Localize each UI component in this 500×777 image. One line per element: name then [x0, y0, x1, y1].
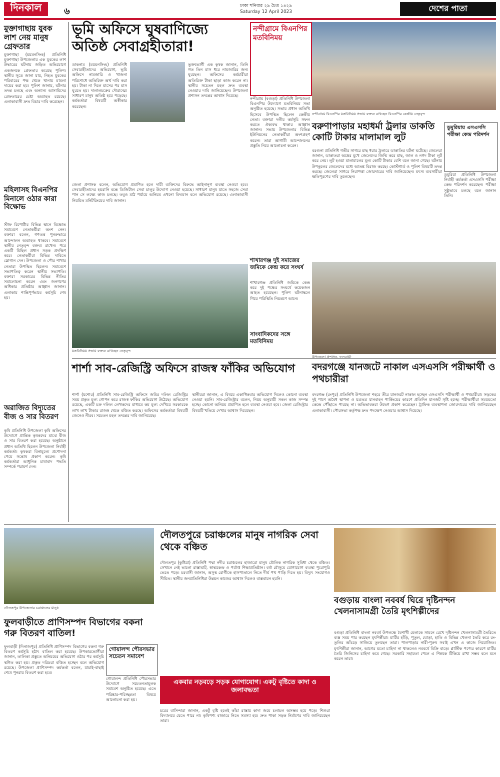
headline-5: দৌলতপুরে চরাঞ্চলের মানুষ নাগরিক সেবা থেকে বঞ্চিত	[160, 530, 319, 553]
article-text: ফুলবাড়ী (দিনাজপুর) প্রতিনিধি প্রাণিসম্পদ বিভাগের বকনা গরু বিতরণ কর্মসূচি হঠাৎ বাতিল করা হয়েছে। উপকারভোগীরা জানান, তালিকা প্রস্তুতে অনিয়মের অভিযোগ ওঠার পর কর্মসূচি স্থগিত করা হয়। প্রকৃত দরিদ্ররা বঞ্চিত হচ্ছেন বলে অভিযোগ রয়েছে। উপজেলা প্রাণিসম্পদ কর্মকর্তা বলেন, যাচাই-বাছাই শেষে পুনরায় বিতরণ করা হবে।	[4, 644, 104, 676]
article-text: বগুড়া প্রতিনিধি বাংলা নববর্ষ উপলক্ষে বৈশাখী মেলাকে সামনে রেখে দৃষ্টিনন্দন খেলনাসামগ্রী তৈরিতে ব্যস্ত সময় পার করছেন মৃৎশিল্পীরা। মাটির হাঁড়ি, পুতুল, ঘোড়া, হাতি ও বিভিন্ন খেলনা তৈরি করে রং-তুলির আঁচড়ে সাজিয়ে তুলছেন তারা। পালপাড়ার নারী-পুরুষ সবাই এখন এ কাজে নিয়োজিত। মৃৎশিল্পীরা জানান, আগের মতো চাহিদা না থাকলেও নববর্ষে বিক্রি বাড়ে। প্লাস্টিক পণ্যের কারণে মাটির তৈরি জিনিসের চাহিদা কমে গেছে। সরকারি সহায়তা পেলে এ শিল্পকে টিকিয়ে রাখা সম্ভব বলে মনে করেন তারা।	[334, 630, 496, 662]
traffic-photo	[312, 262, 496, 354]
mid-headline-3: সাংবাদিকদের সঙ্গে মতবিনিময়	[250, 332, 291, 345]
article-text: চরের বাসিন্দারা জানান, একটু বৃষ্টি হলেই কাঁচা রাস্তায় কাদা জমে চলাচল অসম্ভব হয়ে পড়ে। শিশুরা বিদ্যালয়ে যেতে পারে না। কৃষিপণ্য বাজারে নিতে সমস্যা হয়। দ্রুত পাকা সড়ক নির্মাণের দাবি জানিয়েছেন তারা।	[160, 708, 330, 724]
article-text: স্টাফ রিপোর্টার বিভিন্ন স্থানে বিক্ষোভ সমাবেশে নেতাকর্মীরা অংশ নেন। বক্তারা বলেন, গণতন্ত্র পুনরুদ্ধারে আন্দোলন অব্যাহত থাকবে। সমাবেশে স্থানীয় নেতৃবৃন্দ বক্তব্য রাখেন। পরে একটি মিছিল প্রধান সড়ক প্রদক্ষিণ করে। নেতাকর্মীরা বিভিন্ন দাবিতে স্লোগান দেন। উপজেলা ও পৌর শাখার নেতারা উপস্থিত ছিলেন। সমাবেশে সভাপতিত্ব করেন স্থানীয় সভাপতি। বক্তারা সরকারের বিভিন্ন নীতির সমালোচনা করেন এবং জনগণের অধিকার প্রতিষ্ঠার আহ্বান জানান। এলাকায় শান্তিপূর্ণভাবে কর্মসূচি শেষ হয়।	[4, 222, 66, 300]
article-text: দৌলতপুর (কুষ্টিয়া) প্রতিনিধি পদ্মা নদীর চরাঞ্চলের হাজারো মানুষ মৌলিক নাগরিক সুবিধা থেকে বঞ্চিত। সেখানে নেই ভালো রাস্তাঘাট, স্বাস্থ্যকেন্দ্র ও পর্যাপ্ত শিক্ষাপ্রতিষ্ঠান। বর্ষা মৌসুমে যোগাযোগ ব্যবস্থা পুরোপুরি ভেঙে পড়ে। চরবাসী জানান, অসুস্থ রোগীকে হাসপাতালে নিতে দীর্ঘ পথ পাড়ি দিতে হয়। বিদ্যুৎ সংযোগও সীমিত। স্থানীয় জনপ্রতিনিধিরা উন্নয়ন কাজের আশ্বাস দিলেও বাস্তবায়ন হয়নি।	[160, 560, 330, 581]
meeting-photo	[312, 22, 496, 110]
photo-caption: মতবিনিময় সভায় বক্তব্য রাখছেন নেতৃবৃন্দ	[72, 349, 131, 353]
section-title: দেশের পাতা	[400, 2, 496, 16]
article-text: ডুমুরিয়া প্রতিনিধি উপজেলা নির্বাহী কর্মকর্তা এসএসসি পরীক্ষা কেন্দ্র পরিদর্শন করেছেন। পরীক্ষা সুষ্ঠুভাবে চলছে বলে জানান তিনি।	[444, 172, 496, 198]
article-text: স্থানীয়রা জানান, এ বিষয়ে একাধিকবার অভিযোগ দিলেও কোনো ব্যবস্থা নেওয়া হয়নি। সাব-রেজিস্ট্রার বলেন, নিয়ম অনুযায়ী সকল কাজ সম্পন্ন হচ্ছে। কোনো অনিয়ম প্রমাণিত হলে ব্যবস্থা নেওয়া হবে। জেলা রেজিস্ট্রার বিষয়টি খতিয়ে দেখার আশ্বাস দিয়েছেন।	[192, 392, 308, 413]
article-text: মুক্তাগাছা (ময়মনসিংহ) প্রতিনিধি মুক্তাগাছা উপজেলায় এক যুবকের লাশ উদ্ধারের ঘটনায় জড়িত অভিযোগে একজনকে গ্রেফতার করেছে পুলিশ। স্থানীয় সূত্রে জানা যায়, নিহত যুবকের পরিবারের পক্ষ থেকে থানায় মামলা দায়ের করা হয়। পুলিশ জানায়, ঘটনার তদন্ত চলছে এবং অন্যান্য আসামিদের গ্রেফতারের চেষ্টা অব্যাহত রয়েছে। এলাকাবাসী দ্রুত বিচার দাবি করেছেন।	[4, 52, 66, 104]
left-headline-2: মহিলাসহ বিএনপির মিনালে ওঠার কারা বিক্ষোভ	[4, 186, 58, 211]
mid-headline-2: শাখারগঞ্জ দুই সমাজের জমিকে কেন্দ্র করে সংঘর্ষ	[250, 258, 304, 271]
article-text: ডাকনাম (ময়মনসিংহ) প্রতিনিধি সেবাগ্রহীতাদের অভিযোগ, ভূমি অফিসে নামজারি ও খাজনা পরিশোধে অতিরিক্ত অর্থ দাবি করা হয়। টাকা না দিলে মাসের পর মাস ঘুরতে হয়। দালালচক্রের দৌরাত্ম্যে সাধারণ মানুষ অতিষ্ঠ হয়ে পড়েছে। কর্মকর্তারা বিষয়টি অস্বীকার করেছেন।	[72, 62, 127, 109]
toys-photo	[334, 528, 496, 592]
article-text: গোয়ালন্দ প্রতিনিধি পৌরসভার উদ্যোগে সচেতনতামূলক সমাবেশ অনুষ্ঠিত হয়েছে। এতে পরিষ্কার-পরিচ্ছন্নতা বিষয়ে আলোচনা করা হয়।	[106, 676, 156, 702]
article-text: শার্শা (যশোর) প্রতিনিধি সাব-রেজিস্ট্রি অফিসে জমির দলিল রেজিস্ট্রির সময় প্রকৃত মূল্য গোপন করে রাজস্ব ফাঁকির অভিযোগ উঠেছে। অভিযোগ রয়েছে, একটি চক্র দলিল লেখকদের মাধ্যমে কম মূল্য দেখিয়ে সরকারকে লাখ লাখ টাকার রাজস্ব থেকে বঞ্চিত করছে। অফিসের কর্মকর্তারা বিষয়টি জেনেও নীরব। সচেতন মহল তদন্তের দাবি জানিয়েছে।	[72, 392, 188, 418]
photo-caption: উপজেলা প্রশাসন, ফুলবাড়ী	[312, 355, 352, 359]
main-headline: ভূমি অফিসে ঘুষবাণিজ্যে অতিষ্ঠ সেবাগ্রহীতারা!	[72, 22, 209, 55]
left-headline-3: অরাজিত বিদ্যুতের বীজ ও সার বিতরণ	[4, 404, 59, 421]
page-number: ৬	[64, 7, 70, 17]
article-text: বরগুনা প্রতিনিধি গভীর সাগরে মাছ ধরার ট্রলারে ডাকাতির ঘটনা ঘটেছে। জেলেরা জানান, ডাকাতরা অস্ত্রের মুখে জেলেদের জিম্মি করে মাছ, জাল ও নগদ টাকা লুট করে নেয়। লুট হওয়া মালামালের মূল্য কোটি টাকার বেশি বলে জানা গেছে। ঘটনায় উপকূলের জেলেদের মধ্যে আতঙ্ক বিরাজ করছে। কোস্টগার্ড ও পুলিশ বিষয়টি তদন্ত করছে। জেলেরা সাগরে নিরাপত্তা জোরদারের দাবি জানিয়েছেন। মৎস্য ব্যবসায়ীরা ক্ষতিপূরণের দাবি তুলেছেন।	[312, 148, 442, 180]
right-small-box	[444, 122, 498, 172]
logo: দিনকাল	[4, 2, 48, 16]
article-text: বদরগঞ্জ (রংপুর) প্রতিনিধি উপজেলা শহরে তীব্র যানজটে নাকাল হচ্ছেন এসএসসি পরীক্ষার্থী ও পথচারীরা। সড়কের দুই পাশে অবৈধ স্থাপনা ও যত্রতত্র যানবাহন পার্কিংয়ের কারণে প্রতিদিন যানজট সৃষ্টি হচ্ছে। পরীক্ষার্থীরা সময়মতো কেন্দ্রে পৌঁছাতে পারছে না। অভিভাবকরা উদ্বেগ প্রকাশ করেছেন। ট্রাফিক ব্যবস্থাপনা জোরদারের দাবি জানিয়েছেন এলাকাবাসী। পৌরসভা কর্তৃপক্ষ দ্রুত পদক্ষেপ নেওয়ার আশ্বাস দিয়েছে।	[312, 392, 496, 413]
article-text: শাখারগঞ্জ প্রতিনিধি জমিকে কেন্দ্র করে দুই পক্ষের সংঘর্ষে কয়েকজন আহত হয়েছেন। পুলিশ ঘটনাস্থলে গিয়ে পরিস্থিতি নিয়ন্ত্রণে আনে।	[250, 280, 310, 301]
article-text: নন্দীগ্রাম (বগুড়া) প্রতিনিধি উপজেলা বিএনপির উদ্যোগে মতবিনিময় সভা অনুষ্ঠিত হয়েছে। সভায় প্রধান অতিথি হিসেবে উপস্থিত ছিলেন কেন্দ্রীয় নেতা। বক্তারা দলীয় কর্মসূচি সফল করতে ঐক্যবদ্ধ থাকার আহ্বান জানান। সভায় উপজেলার বিভিন্ন ইউনিয়নের নেতাকর্মীরা অংশগ্রহণ করেন। তারা আগামী আন্দোলনের প্রস্তুতি নিয়ে আলোচনা করেন।	[250, 96, 310, 148]
office-photo	[130, 62, 185, 122]
red-box	[160, 676, 330, 704]
rally-photo	[72, 264, 248, 348]
date-en: Saturday 12 April 2023	[240, 10, 293, 15]
small-box-headline: গোয়ালন্দ পৌরসভার সচেতন সমাবেশ	[109, 647, 155, 660]
article-text: কৃষি প্রতিনিধি উপজেলা কৃষি অফিসের উদ্যোগে প্রান্তিক কৃষকদের মাঝে বীজ ও সার বিতরণ করা হয়েছে। অনুষ্ঠানে প্রধান অতিথি ছিলেন উপজেলা নির্বাহী কর্মকর্তা। কৃষকরা বিনামূল্যে প্রণোদনা পেয়ে সন্তোষ প্রকাশ করেন। কৃষি কর্মকর্তারা আধুনিক চাষাবাদ পদ্ধতি সম্পর্কে পরামর্শ দেন।	[4, 428, 66, 470]
rural-photo	[4, 528, 154, 604]
left-headline-1: মুক্তাগাছায় যুবক লাশ নেয় মানুষ গ্রেফতার	[4, 24, 53, 51]
headline-8: বগুড়ায় বাংলা নববর্ষ ঘিরে দৃষ্টিনন্দন খেলনাসামগ্রী তৈরি মৃৎশিল্পীদের	[334, 596, 456, 617]
photo-caption: দৌলতপুর উপজেলার চরাঞ্চলের মানুষ	[4, 606, 59, 610]
photo-caption: নন্দীগ্রামে বিএনপির মতবিনিময় সভায় বক্তব্য রাখছেন বিএনপির কেন্দ্রীয় নেতৃবৃন্দ	[312, 112, 426, 116]
date-bn: ঢাকা শনিবার ২৯ চৈত্র ১৪২৯	[240, 4, 293, 9]
headline-4: বদরগঞ্জে যানজটে নাকাল এসএসসি পরীক্ষার্থী ও পথচারীরা	[312, 362, 496, 385]
article-text: জেলা প্রশাসক বলেন, অভিযোগ প্রমাণিত হলে দায়ী ব্যক্তিদের বিরুদ্ধে আইনানুগ ব্যবস্থা নেওয়া হবে। সেবাগ্রহীতাদের হয়রানি বন্ধে ডিজিটাল সেবা চালুর উদ্যোগ নেওয়া হয়েছে। সাধারণ মানুষ যাতে সহজে সেবা পান সে লক্ষ্যে কাজ চলছে। তবুও মাঠ পর্যায়ে অনিয়ম এখনো বিদ্যমান বলে অভিযোগ রয়েছে। এলাকাবাসী নিয়মিত মনিটরিংয়ের দাবি জানান।	[72, 182, 248, 203]
red-box-text: একবার নড়বড়ে সড়ক যোগাযোগ। একটু বৃষ্টিতে কাদা ও জলাবদ্ধতা	[173, 678, 317, 694]
small-box	[106, 644, 158, 676]
article-text: ভুক্তভোগী এক কৃষক জানান, তিনি গত তিন মাস ধরে নামজারির জন্য ঘুরছেন। অফিসের কর্মচারীরা অতিরিক্ত টাকা ছাড়া কাজ করেন না। স্থানীয় সচেতন মহল দ্রুত ব্যবস্থা নেওয়ার দাবি জানিয়েছেন। উপজেলা প্রশাসন তদন্তের আশ্বাস দিয়েছে।	[188, 62, 248, 99]
mid-box-headline: নন্দীগ্রামে বিএনপির মতবিনিময়	[253, 25, 308, 42]
headline-2: বরুণাপাড়ার মহাধর্মা ট্রলার ডাকতি কোটি টাকার মালামাল লুট	[312, 122, 435, 143]
right-small-headline: ডুমুরিয়ায় এসএসসি পরীক্ষা কেন্দ্র পরিদর্শন	[447, 125, 490, 138]
headline-6: ফুলবাড়ীতে প্রাণিসম্পদ বিভাগের বকনা গরু বিতরণ বাতিল!	[4, 618, 143, 639]
mid-box	[250, 22, 312, 96]
headline-3: শার্শা সাব-রেজিস্ট্রি অফিসে রাজস্ব ফাঁকির অভিযোগ	[72, 362, 296, 375]
